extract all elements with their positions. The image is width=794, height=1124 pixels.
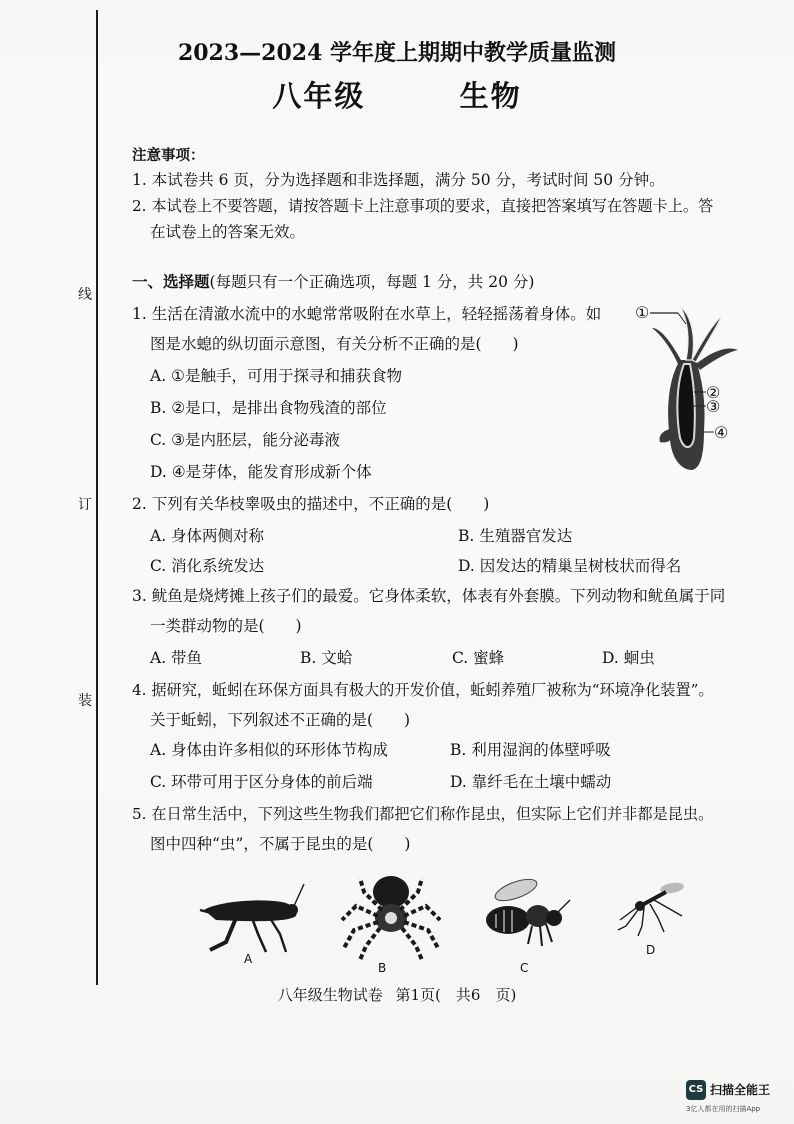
spider-image [336, 862, 446, 962]
section-title: 一、选择题 [132, 272, 210, 291]
notes-item-2: 2. 本试卷上不要答题，请按答题卡上注意事项的要求，直接把答案填写在答题卡上。答 [132, 197, 714, 215]
grade-subject [0, 74, 794, 115]
q4-option-d: D. 靠纤毛在土壤中蠕动 [450, 773, 612, 791]
section-heading [132, 272, 534, 292]
q4-option-b: B. 利用湿润的体壁呼吸 [450, 741, 611, 759]
q3-option-d: D. 蛔虫 [602, 649, 655, 667]
hydra-diagram [630, 300, 740, 475]
section-desc: (每题只有一个正确选项，每题 1 分，共 20 分) [209, 273, 535, 291]
q3-option-c: C. 蜜蜂 [452, 649, 505, 667]
camscanner-name: 扫描全能王 [710, 1083, 771, 1097]
binding-char-line: 线 [78, 287, 92, 303]
hydra-tentacle [680, 306, 694, 360]
camscanner-tagline: 3亿人都在用的扫描App [686, 1105, 761, 1113]
q3-stem-line2: 一类群动物的是( ) [150, 617, 302, 635]
footer-paper-name: 八年级生物试卷 [277, 986, 383, 1004]
q5-stem-line2: 图中四种“虫”，不属于昆虫的是( ) [150, 835, 411, 853]
insect-label-d: D [646, 943, 656, 957]
grade-label: 八年级 [272, 79, 366, 113]
hydra-label-3: ③ [706, 397, 721, 416]
insect-label-b: B [378, 961, 387, 975]
q2-option-a: A. 身体两侧对称 [150, 527, 265, 545]
q1-option-b: B. ②是口，是排出食物残渣的部位 [150, 399, 387, 417]
q4-stem-line1: 4. 据研究，蚯蚓在环保方面具有极大的开发价值，蚯蚓养殖厂被称为“环境净化装置”。 [132, 681, 714, 699]
subject-label: 生物 [459, 79, 522, 113]
notes-item-2-cont: 在试卷上的答案无效。 [150, 223, 306, 241]
footer-page-number: 第1页( 共6 页) [395, 986, 517, 1004]
q1-option-d: D. ④是芽体，能发育形成新个体 [150, 463, 372, 481]
q3-option-b: B. 文蛤 [300, 649, 353, 667]
hydra-label-1: ① [635, 303, 650, 322]
q3-stem-line1: 3. 鱿鱼是烧烤摊上孩子们的最爱。它身体柔软，体表有外套膜。下列动物和鱿鱼属于同 [132, 587, 726, 605]
q2-stem: 2. 下列有关华枝睾吸虫的描述中，不正确的是( ) [132, 495, 490, 513]
insect-label-a: A [244, 952, 253, 966]
camscanner-logo-icon: CS [686, 1080, 706, 1100]
mosquito-image [608, 876, 688, 938]
q1-stem-line1: 1. 生活在清澈水流中的水螅常常吸附在水草上，轻轻摇荡着身体。如 [132, 305, 602, 323]
bee-image [482, 872, 574, 950]
notes-item-1: 1. 本试卷共 6 页，分为选择题和非选择题，满分 50 分，考试时间 50 分钟。 [132, 171, 665, 189]
hydra-tentacle [652, 328, 682, 364]
q2-option-d: D. 因发达的精巢呈树枝状而得名 [458, 557, 682, 575]
binding-char-bind: 装 [78, 693, 92, 709]
q2-option-c: C. 消化系统发达 [150, 557, 265, 575]
hydra-label-2: ② [706, 383, 721, 402]
q4-option-c: C. 环带可用于区分身体的前后端 [150, 773, 373, 791]
binding-line [96, 10, 98, 985]
q2-option-b: B. 生殖器官发达 [458, 527, 573, 545]
q1-option-c: C. ③是内胚层，能分泌毒液 [150, 431, 341, 449]
q3-option-a: A. 带鱼 [150, 649, 203, 667]
hydra-label-4: ④ [714, 423, 729, 442]
q5-stem-line1: 5. 在日常生活中，下列这些生物我们都把它们称作昆虫，但实际上它们并非都是昆虫。 [132, 805, 714, 823]
q4-option-a: A. 身体由许多相似的环形体节构成 [150, 741, 389, 759]
binding-char-staple: 订 [78, 497, 92, 513]
exam-title: 2023—2024 学年度上期期中教学质量监测 [177, 40, 617, 66]
q1-option-a: A. ①是触手，可用于探寻和捕获食物 [150, 367, 402, 385]
notes-heading: 注意事项： [132, 147, 205, 164]
q1-stem-line2: 图是水螅的纵切面示意图，有关分析不正确的是( ) [150, 335, 519, 353]
grasshopper-image [196, 876, 306, 954]
q4-stem-line2: 关于蚯蚓，下列叙述不正确的是( ) [150, 711, 411, 729]
insect-label-c: C [520, 961, 529, 975]
page-footer [0, 984, 794, 1005]
